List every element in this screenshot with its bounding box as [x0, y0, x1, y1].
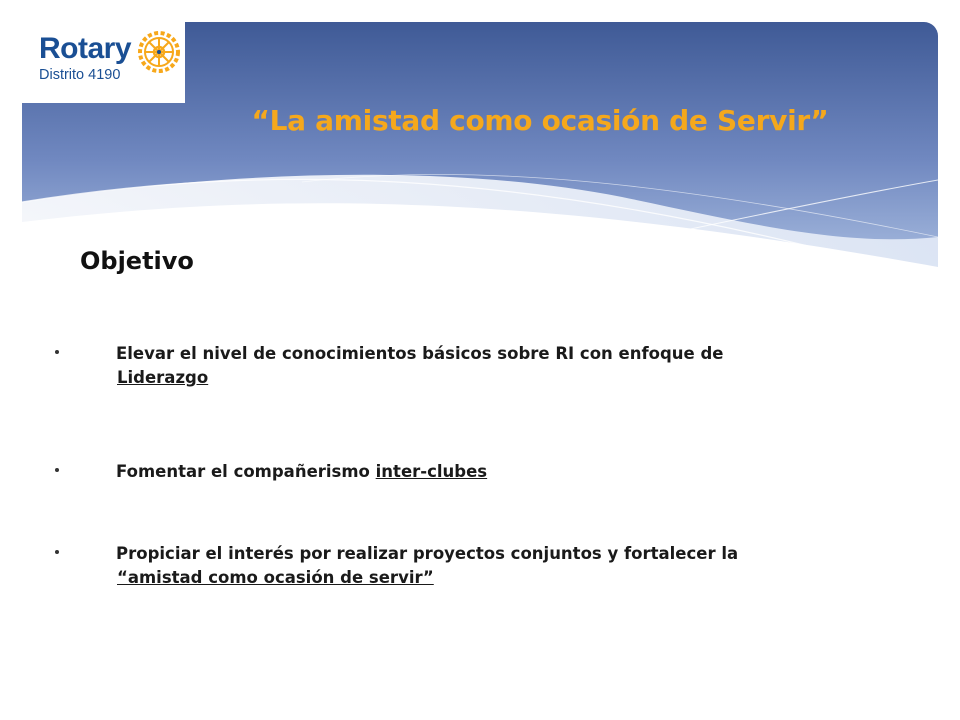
- rotary-wordmark: Rotary: [39, 32, 132, 65]
- bullet-dot: [55, 550, 59, 554]
- bullet-text-underlined: inter-clubes: [375, 462, 488, 481]
- bullet-text: Propiciar el interés por realizar proyectos conjuntos y fortalecer la: [116, 544, 739, 563]
- bullet-text-underlined: Liderazgo: [117, 368, 209, 387]
- rotary-wheel-icon: [135, 28, 183, 76]
- bullet-text-plain: Fomentar el compañerismo: [116, 462, 376, 481]
- bullet-dot: [55, 350, 59, 354]
- bullet-text-underlined: “amistad como ocasión de servir”: [117, 568, 434, 587]
- bullet-text: Elevar el nivel de conocimientos básicos sobre RI con enfoque de: [116, 344, 724, 363]
- section-heading: Objetivo: [80, 247, 194, 275]
- bullet-dot: [55, 468, 59, 472]
- district-label: Distrito 4190: [39, 67, 121, 83]
- rotary-logo: [22, 22, 185, 103]
- slide-title: “La amistad como ocasión de Servir”: [251, 104, 829, 137]
- bullet-text: [116, 460, 487, 484]
